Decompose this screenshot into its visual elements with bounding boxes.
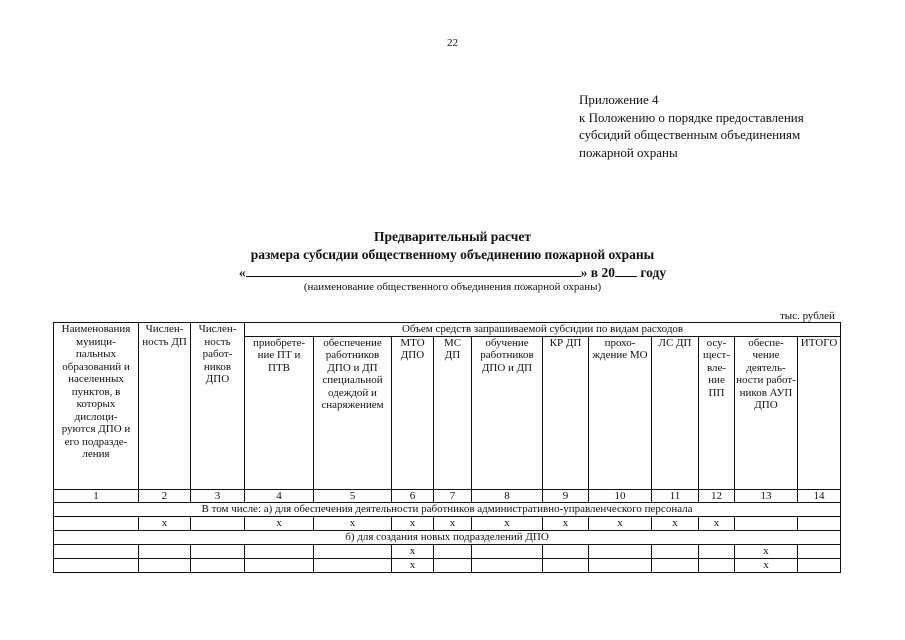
column-number-6: 6 <box>392 489 434 503</box>
table-cell: х <box>392 517 434 531</box>
organization-caption: (наименование общественного объединения пожарной охраны) <box>303 281 602 293</box>
table-cell: х <box>543 517 589 531</box>
table-cell: х <box>314 517 392 531</box>
column-number-2: 2 <box>139 489 191 503</box>
table-cell <box>798 545 841 559</box>
table-cell: х <box>472 517 543 531</box>
table-cell: х <box>139 517 191 531</box>
table-cell <box>191 545 245 559</box>
table-cell <box>589 545 652 559</box>
table-cell <box>54 545 139 559</box>
section-b-row <box>54 531 841 545</box>
table-cell <box>543 559 589 573</box>
table-cell <box>434 559 472 573</box>
header-column-9: КР ДП <box>543 336 589 489</box>
table-cell: х <box>735 559 798 573</box>
header-dpo-workers: Числен- ность работ- ников ДПО <box>191 323 245 490</box>
quote-open: « <box>238 265 246 280</box>
header-column-6: МТО ДПО <box>392 336 434 489</box>
column-number-14: 14 <box>798 489 841 503</box>
organization-name-blank <box>246 264 581 277</box>
section-b-label: б) для создания новых подразделений ДПО <box>54 531 841 545</box>
header-column-14: ИТОГО <box>798 336 841 489</box>
table-cell: х <box>392 559 434 573</box>
appendix-block <box>579 91 804 161</box>
units-label: тыс. рублей <box>780 310 835 322</box>
document-title-line-3 <box>0 264 905 282</box>
table-cell: х <box>434 517 472 531</box>
table-cell <box>589 559 652 573</box>
table-cell <box>245 545 314 559</box>
table-cell: х <box>699 517 735 531</box>
year-blank <box>615 264 637 277</box>
header-dp-count: Числен- ность ДП <box>139 323 191 490</box>
column-number-12: 12 <box>699 489 735 503</box>
table-cell <box>699 559 735 573</box>
header-column-8: обучение работников ДПО и ДП <box>472 336 543 489</box>
table-cell <box>652 545 699 559</box>
table-cell <box>191 559 245 573</box>
header-column-5: обеспечение работников ДПО и ДП специальной одеждой и снаряжением <box>314 336 392 489</box>
table-cell <box>699 545 735 559</box>
section-a-label: В том числе: а) для обеспечения деятельности работников административно-управленческого персонала <box>54 503 841 517</box>
table-cell <box>314 559 392 573</box>
table-cell: х <box>652 517 699 531</box>
column-number-5: 5 <box>314 489 392 503</box>
section-a-row <box>54 503 841 517</box>
year-suffix: году <box>636 265 667 280</box>
table-cell <box>191 517 245 531</box>
header-expense-types: Объем средств запрашиваемой субсидии по видам расходов <box>245 323 841 337</box>
table-cell <box>54 559 139 573</box>
header-column-7: МС ДП <box>434 336 472 489</box>
table-row <box>54 517 841 531</box>
table-cell: х <box>392 545 434 559</box>
column-number-3: 3 <box>191 489 245 503</box>
table-row <box>54 559 841 573</box>
column-number-row <box>54 489 841 503</box>
appendix-line-1: Приложение 4 <box>579 92 659 107</box>
column-number-9: 9 <box>543 489 589 503</box>
table-cell <box>472 559 543 573</box>
page-number: 22 <box>447 37 458 49</box>
column-number-1: 1 <box>54 489 139 503</box>
table-cell <box>735 517 798 531</box>
table-cell <box>245 559 314 573</box>
header-row <box>54 323 841 337</box>
header-column-11: ЛС ДП <box>652 336 699 489</box>
table-cell <box>543 545 589 559</box>
appendix-line-2: к Положению о порядке предоставления <box>579 109 804 125</box>
table-cell <box>139 545 191 559</box>
header-column-12: осу- щест- вле- ние ПП <box>699 336 735 489</box>
column-number-8: 8 <box>472 489 543 503</box>
table-cell <box>652 559 699 573</box>
header-column-13: обеспе- чение деятель- ности работ- ников АУП ДПО <box>735 336 798 489</box>
table-cell <box>54 517 139 531</box>
table-cell <box>314 545 392 559</box>
table-cell: х <box>589 517 652 531</box>
column-number-4: 4 <box>245 489 314 503</box>
column-number-13: 13 <box>735 489 798 503</box>
table-cell <box>798 559 841 573</box>
subsidy-table <box>53 322 841 573</box>
table-cell <box>472 545 543 559</box>
column-number-11: 11 <box>652 489 699 503</box>
table-cell: х <box>735 545 798 559</box>
table-cell <box>434 545 472 559</box>
column-number-7: 7 <box>434 489 472 503</box>
table-cell <box>139 559 191 573</box>
appendix-line-3: субсидий общественным объединениям <box>579 127 801 142</box>
column-number-10: 10 <box>589 489 652 503</box>
table-cell: х <box>245 517 314 531</box>
header-column-4: приобрете- ние ПТ и ПТВ <box>245 336 314 489</box>
document-title-line-1: Предварительный расчет <box>373 229 531 244</box>
header-municipalities: Наименования муници- пальных образований и населенных пунктов, в которых дислоци- руются ДПО и его подразде- ления <box>54 323 139 490</box>
year-prefix: » в 20 <box>580 265 615 280</box>
header-column-10: прохо- ждение МО <box>589 336 652 489</box>
appendix-line-4: пожарной охраны <box>579 144 678 160</box>
table-row <box>54 545 841 559</box>
document-title-line-2: размера субсидии общественному объединению пожарной охраны <box>250 247 655 262</box>
table-cell <box>798 517 841 531</box>
